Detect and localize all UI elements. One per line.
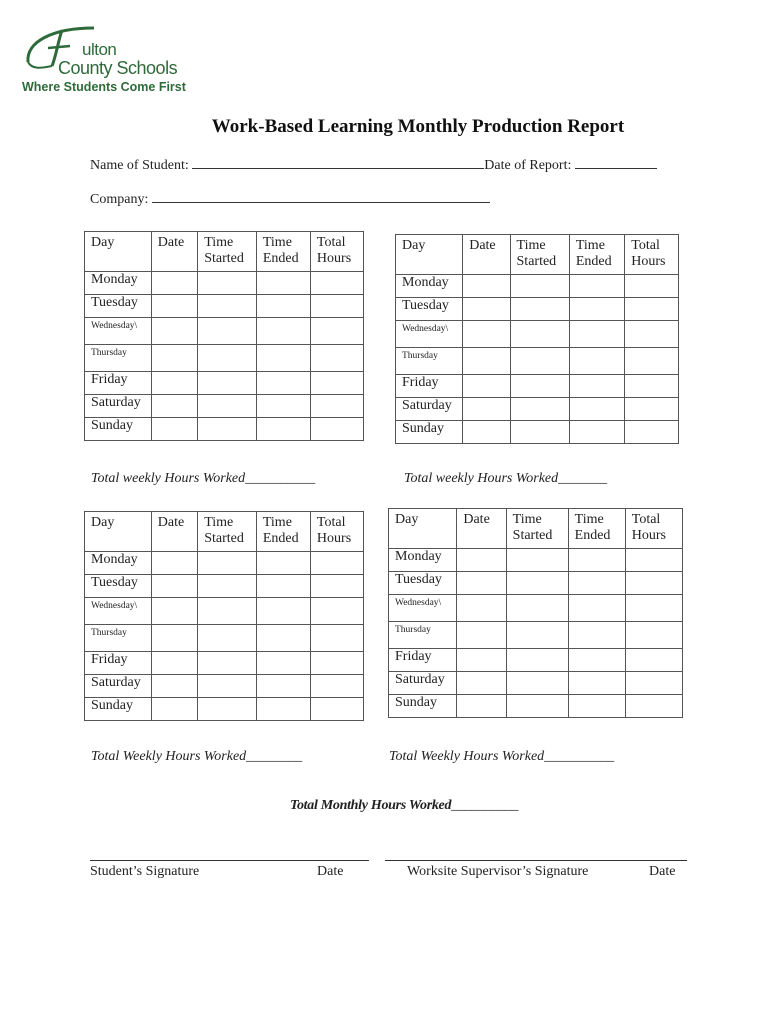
entry-cell[interactable] <box>506 672 568 695</box>
table-row <box>85 652 364 675</box>
day-label: Sunday <box>85 698 152 721</box>
entry-cell[interactable] <box>310 598 363 625</box>
entry-cell[interactable] <box>256 625 310 652</box>
entry-cell[interactable] <box>256 698 310 721</box>
page-title: Work-Based Learning Monthly Production Report <box>211 116 625 137</box>
table-row <box>85 598 364 625</box>
table-row <box>396 398 679 421</box>
day-label: Monday <box>396 275 463 298</box>
entry-cell[interactable] <box>510 298 569 321</box>
day-label: Saturday <box>396 398 463 421</box>
column-header: Day <box>389 509 457 549</box>
day-label: Monday <box>85 272 152 295</box>
week-1-table <box>84 231 364 441</box>
supervisor-signature-date-label: Date <box>649 864 676 879</box>
entry-cell[interactable] <box>510 348 569 375</box>
entry-cell[interactable] <box>151 552 197 575</box>
entry-cell[interactable] <box>310 318 363 345</box>
column-header: Time Started <box>506 509 568 549</box>
entry-cell[interactable] <box>506 549 568 572</box>
entry-cell[interactable] <box>510 321 569 348</box>
table-row <box>85 675 364 698</box>
day-label: Tuesday <box>396 298 463 321</box>
entry-cell[interactable] <box>463 275 510 298</box>
column-header: Total Hours <box>310 512 363 552</box>
day-label: Sunday <box>396 421 463 444</box>
entry-cell[interactable] <box>569 321 624 348</box>
entry-cell[interactable] <box>310 552 363 575</box>
entry-cell[interactable] <box>625 421 679 444</box>
entry-cell[interactable] <box>457 622 506 649</box>
day-label: Wednesday\ <box>85 318 152 345</box>
entry-cell[interactable] <box>568 622 625 649</box>
table-row <box>389 672 683 695</box>
table-row <box>85 372 364 395</box>
entry-cell[interactable] <box>625 321 679 348</box>
entry-cell[interactable] <box>310 675 363 698</box>
day-label: Sunday <box>389 695 457 718</box>
day-label: Friday <box>389 649 457 672</box>
entry-cell[interactable] <box>310 698 363 721</box>
table-row <box>85 272 364 295</box>
column-header: Day <box>85 512 152 552</box>
entry-cell[interactable] <box>569 298 624 321</box>
entry-cell[interactable] <box>256 675 310 698</box>
day-label: Friday <box>85 372 152 395</box>
entry-cell[interactable] <box>569 421 624 444</box>
entry-cell[interactable] <box>625 275 679 298</box>
table-row <box>85 575 364 598</box>
week-3-table <box>84 511 364 721</box>
entry-cell[interactable] <box>198 345 257 372</box>
column-header: Time Started <box>510 235 569 275</box>
entry-cell[interactable] <box>310 372 363 395</box>
day-label: Thursday <box>85 625 152 652</box>
day-label: Tuesday <box>389 572 457 595</box>
entry-cell[interactable] <box>198 652 257 675</box>
entry-cell[interactable] <box>510 421 569 444</box>
column-header: Time Started <box>198 512 257 552</box>
day-label: Thursday <box>389 622 457 649</box>
entry-cell[interactable] <box>198 675 257 698</box>
entry-cell[interactable] <box>151 598 197 625</box>
day-label: Sunday <box>85 418 152 441</box>
student-name-label: Name of Student: <box>90 158 189 173</box>
entry-cell[interactable] <box>256 418 310 441</box>
week-4-total: Total Weekly Hours Worked__________ <box>389 749 615 764</box>
column-header: Time Ended <box>568 509 625 549</box>
header-row <box>389 509 683 549</box>
day-label: Tuesday <box>85 295 152 318</box>
column-header: Date <box>151 512 197 552</box>
day-label: Saturday <box>85 395 152 418</box>
entry-cell[interactable] <box>151 698 197 721</box>
table-row <box>85 395 364 418</box>
entry-cell[interactable] <box>506 695 568 718</box>
entry-cell[interactable] <box>151 295 197 318</box>
table-row <box>396 375 679 398</box>
table-row <box>85 295 364 318</box>
entry-cell[interactable] <box>256 272 310 295</box>
entry-cell[interactable] <box>457 572 506 595</box>
entry-cell[interactable] <box>151 625 197 652</box>
monthly-total <box>290 798 518 814</box>
entry-cell[interactable] <box>256 345 310 372</box>
table-row <box>85 345 364 372</box>
day-label: Monday <box>85 552 152 575</box>
column-header: Date <box>151 232 197 272</box>
entry-cell[interactable] <box>569 348 624 375</box>
entry-cell[interactable] <box>198 318 257 345</box>
entry-cell[interactable] <box>310 652 363 675</box>
entry-cell[interactable] <box>506 649 568 672</box>
entry-cell[interactable] <box>625 398 679 421</box>
table-row <box>396 421 679 444</box>
entry-cell[interactable] <box>625 672 682 695</box>
company-line[interactable] <box>152 189 490 203</box>
entry-cell[interactable] <box>569 398 624 421</box>
day-label: Friday <box>85 652 152 675</box>
entry-cell[interactable] <box>198 598 257 625</box>
entry-cell[interactable] <box>506 622 568 649</box>
entry-cell[interactable] <box>198 698 257 721</box>
entry-cell[interactable] <box>568 595 625 622</box>
entry-cell[interactable] <box>256 575 310 598</box>
entry-cell[interactable] <box>568 572 625 595</box>
entry-cell[interactable] <box>463 398 510 421</box>
entry-cell[interactable] <box>625 298 679 321</box>
table-row <box>396 298 679 321</box>
table-row <box>396 321 679 348</box>
entry-cell[interactable] <box>198 418 257 441</box>
entry-cell[interactable] <box>625 649 682 672</box>
entry-cell[interactable] <box>198 625 257 652</box>
entry-cell[interactable] <box>457 672 506 695</box>
entry-cell[interactable] <box>256 318 310 345</box>
entry-cell[interactable] <box>310 295 363 318</box>
week-4-table <box>388 508 683 718</box>
entry-cell[interactable] <box>568 549 625 572</box>
company-field <box>90 189 490 208</box>
week-3-total: Total Weekly Hours Worked________ <box>91 749 303 764</box>
day-label: Monday <box>389 549 457 572</box>
entry-cell[interactable] <box>568 672 625 695</box>
day-label: Friday <box>396 375 463 398</box>
supervisor-signature-line[interactable] <box>385 860 687 861</box>
logo-tagline: Where Students Come First <box>22 80 186 94</box>
entry-cell[interactable] <box>198 395 257 418</box>
logo-line2: County Schools <box>58 58 178 78</box>
day-label: Thursday <box>85 345 152 372</box>
entry-cell[interactable] <box>310 575 363 598</box>
entry-cell[interactable] <box>256 395 310 418</box>
fulton-county-schools-logo <box>22 22 186 97</box>
entry-cell[interactable] <box>463 375 510 398</box>
table-row <box>389 549 683 572</box>
column-header: Time Ended <box>256 232 310 272</box>
table-row <box>389 595 683 622</box>
column-header: Day <box>85 232 152 272</box>
table-row <box>389 622 683 649</box>
entry-cell[interactable] <box>198 272 257 295</box>
entry-cell[interactable] <box>568 695 625 718</box>
entry-cell[interactable] <box>256 652 310 675</box>
entry-cell[interactable] <box>463 348 510 375</box>
entry-cell[interactable] <box>151 345 197 372</box>
table-row <box>389 695 683 718</box>
entry-cell[interactable] <box>568 649 625 672</box>
entry-cell[interactable] <box>506 595 568 622</box>
entry-cell[interactable] <box>625 375 679 398</box>
entry-cell[interactable] <box>625 348 679 375</box>
supervisor-signature-label: Worksite Supervisor’s Signature <box>407 864 589 879</box>
report-date-label: Date of Report: <box>484 158 572 173</box>
student-signature-line[interactable] <box>90 860 369 861</box>
entry-cell[interactable] <box>256 372 310 395</box>
table-row <box>85 698 364 721</box>
entry-cell[interactable] <box>506 572 568 595</box>
header-row <box>396 235 679 275</box>
day-label: Thursday <box>396 348 463 375</box>
table-row <box>389 649 683 672</box>
entry-cell[interactable] <box>151 318 197 345</box>
entry-cell[interactable] <box>625 595 682 622</box>
entry-cell[interactable] <box>198 295 257 318</box>
column-header: Time Started <box>198 232 257 272</box>
table-row <box>85 625 364 652</box>
table-row <box>85 418 364 441</box>
column-header: Total Hours <box>310 232 363 272</box>
entry-cell[interactable] <box>457 595 506 622</box>
entry-cell[interactable] <box>151 652 197 675</box>
entry-cell[interactable] <box>310 625 363 652</box>
entry-cell[interactable] <box>457 649 506 672</box>
entry-cell[interactable] <box>151 395 197 418</box>
entry-cell[interactable] <box>510 398 569 421</box>
entry-cell[interactable] <box>310 345 363 372</box>
monthly-total-label: Total Monthly Hours Worked <box>290 798 452 813</box>
entry-cell[interactable] <box>625 572 682 595</box>
entry-cell[interactable] <box>569 375 624 398</box>
day-label: Wednesday\ <box>85 598 152 625</box>
entry-cell[interactable] <box>256 295 310 318</box>
entry-cell[interactable] <box>151 272 197 295</box>
entry-cell[interactable] <box>151 675 197 698</box>
column-header: Time Ended <box>569 235 624 275</box>
entry-cell[interactable] <box>151 372 197 395</box>
student-signature-label: Student’s Signature <box>90 864 200 879</box>
student-name-field <box>90 155 657 174</box>
entry-cell[interactable] <box>310 272 363 295</box>
column-header: Time Ended <box>256 512 310 552</box>
entry-cell[interactable] <box>625 622 682 649</box>
entry-cell[interactable] <box>457 695 506 718</box>
week-2-total: Total weekly Hours Worked_______ <box>404 471 608 486</box>
header-row <box>85 512 364 552</box>
day-label: Tuesday <box>85 575 152 598</box>
table-row <box>389 572 683 595</box>
entry-cell[interactable] <box>463 321 510 348</box>
entry-cell[interactable] <box>510 275 569 298</box>
entry-cell[interactable] <box>569 275 624 298</box>
day-label: Wednesday\ <box>396 321 463 348</box>
day-label: Saturday <box>389 672 457 695</box>
entry-cell[interactable] <box>457 549 506 572</box>
table-row <box>396 275 679 298</box>
table-row <box>85 552 364 575</box>
table-row <box>85 318 364 345</box>
entry-cell[interactable] <box>198 552 257 575</box>
entry-cell[interactable] <box>256 552 310 575</box>
header-row <box>85 232 364 272</box>
entry-cell[interactable] <box>510 375 569 398</box>
entry-cell[interactable] <box>256 598 310 625</box>
entry-cell[interactable] <box>310 395 363 418</box>
table-row <box>396 348 679 375</box>
entry-cell[interactable] <box>151 418 197 441</box>
week-1-total: Total weekly Hours Worked__________ <box>91 471 316 486</box>
report-date-line[interactable] <box>575 155 657 169</box>
entry-cell[interactable] <box>625 695 682 718</box>
entry-cell[interactable] <box>625 549 682 572</box>
column-header: Total Hours <box>625 509 682 549</box>
entry-cell[interactable] <box>463 421 510 444</box>
entry-cell[interactable] <box>151 575 197 598</box>
entry-cell[interactable] <box>198 372 257 395</box>
day-label: Wednesday\ <box>389 595 457 622</box>
student-signature-date-label: Date <box>317 864 344 879</box>
company-label: Company: <box>90 192 149 207</box>
week-2-table <box>395 234 679 444</box>
column-header: Date <box>463 235 510 275</box>
entry-cell[interactable] <box>463 298 510 321</box>
day-label: Saturday <box>85 675 152 698</box>
column-header: Day <box>396 235 463 275</box>
column-header: Total Hours <box>625 235 679 275</box>
entry-cell[interactable] <box>198 575 257 598</box>
student-name-line[interactable] <box>192 155 484 169</box>
entry-cell[interactable] <box>310 418 363 441</box>
monthly-total-blank[interactable]: __________ <box>451 798 519 813</box>
column-header: Date <box>457 509 506 549</box>
logo-line1: ulton <box>82 40 117 59</box>
